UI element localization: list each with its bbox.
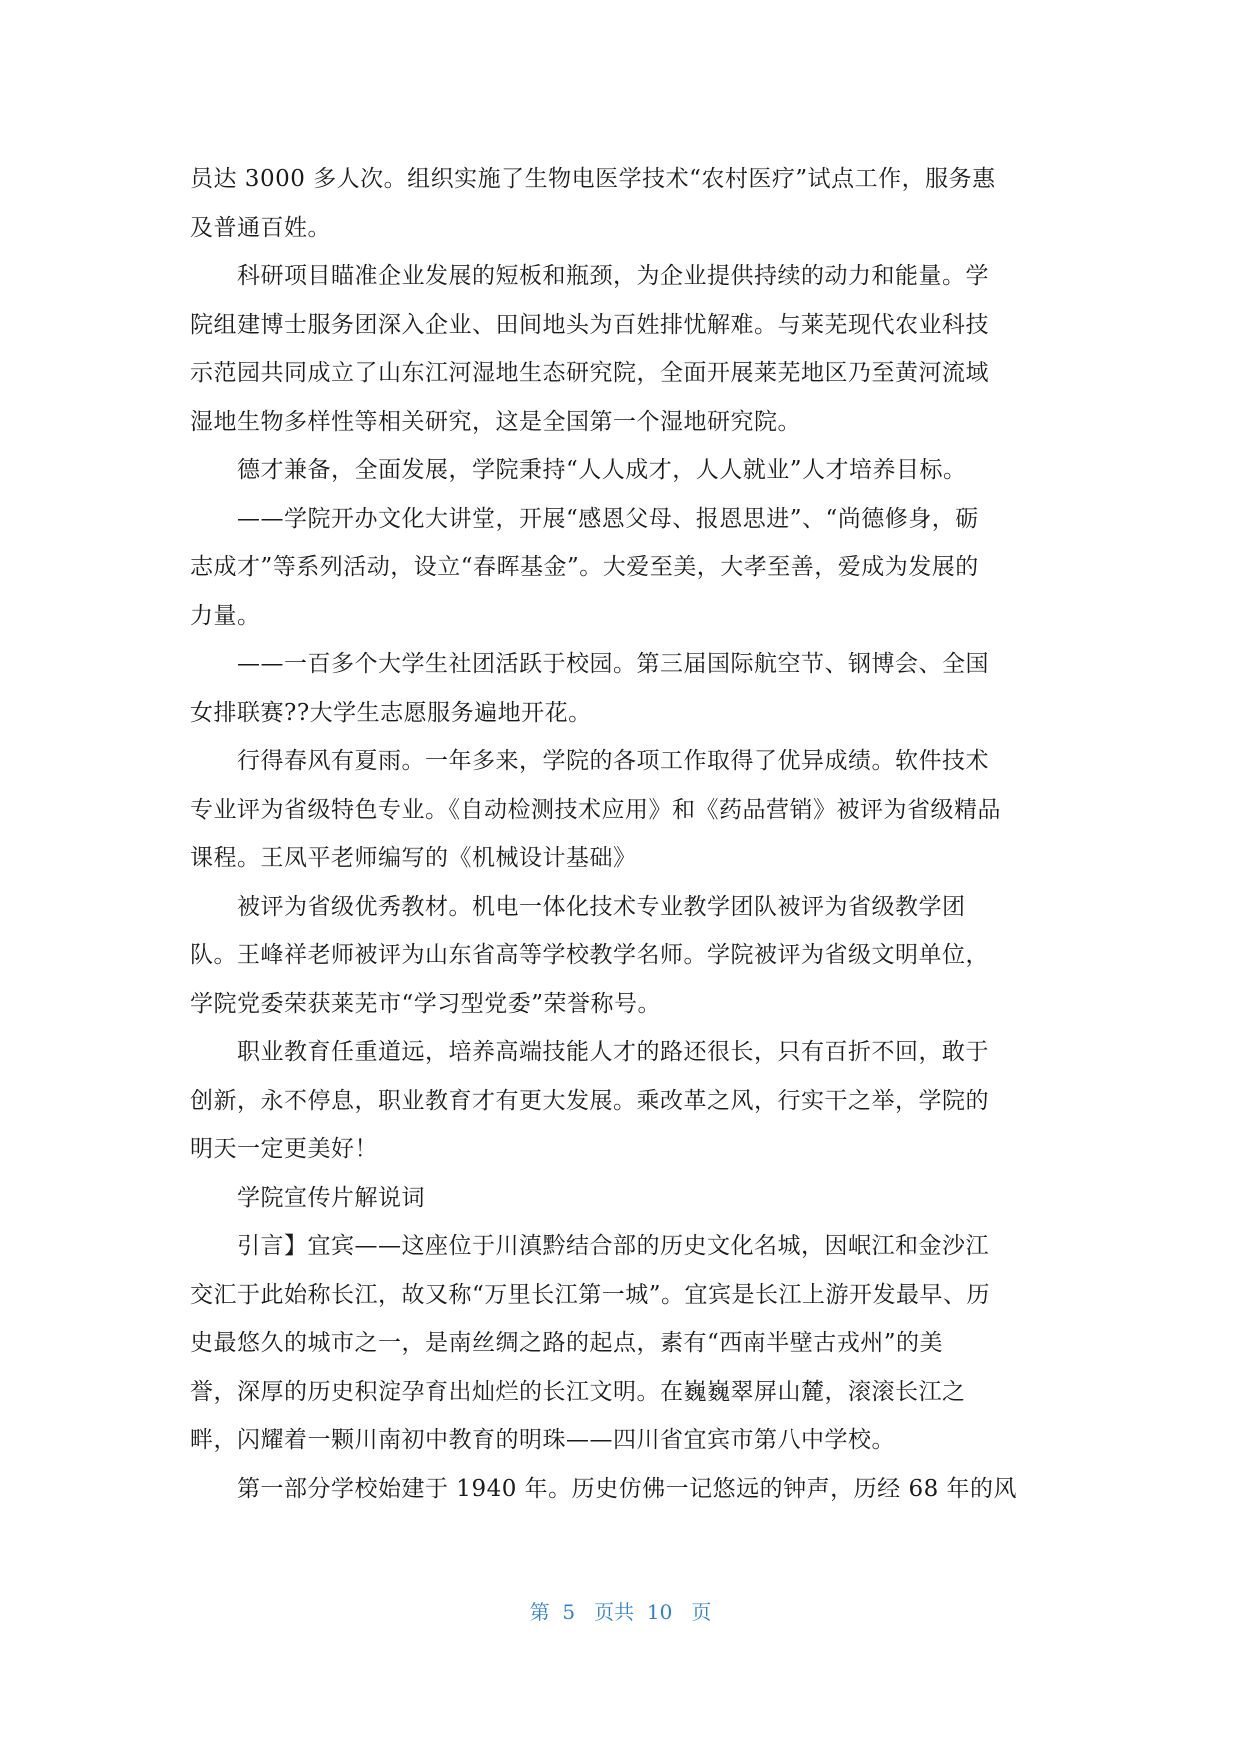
text-line-25: 史最悠久的城市之一，是南丝绸之路的起点，素有“西南半壁古戎州”的美 (190, 1330, 944, 1356)
text-line-15: 课程。王凤平老师编写的《机械设计基础》 (190, 845, 637, 871)
text-line-7: 德才兼备，全面发展，学院秉持“人人成才，人人就业”人才培养目标。 (190, 457, 967, 483)
section-heading: 学院宣传片解说词 (190, 1184, 425, 1211)
text-line-28: 第一部分学校始建于 1940 年。历史仿佛一记悠远的钟声，历经 68 年的风 (190, 1475, 1018, 1502)
text-line-27: 畔，闪耀着一颗川南初中教育的明珠——四川省宜宾市第八中学校。 (190, 1427, 895, 1453)
body-text (190, 155, 1060, 1513)
text-line-12: 女排联赛??大学生志愿服务遍地开花。 (190, 699, 592, 726)
text-line-23: 引言】宜宾——这座位于川滇黔结合部的历史文化名城，因岷江和金沙江 (190, 1233, 989, 1259)
text-line-11: ——一百多个大学生社团活跃于校园。第三届国际航空节、钢博会、全国 (190, 651, 989, 677)
text-line-10: 力量。 (190, 602, 261, 629)
text-line-21: 明天一定更美好！ (190, 1136, 378, 1162)
text-line-24: 交汇于此始称长江，故又称“万里长江第一城”。宜宾是长江上游开发最早、历 (190, 1281, 991, 1308)
text-line-8: ——学院开办文化大讲堂，开展“感恩父母、报恩思进”、“尚德修身，砺 (190, 505, 979, 532)
text-line-16: 被评为省级优秀教材。机电一体化技术专业教学团队被评为省级教学团 (190, 893, 966, 920)
text-line-2: 及普通百姓。 (190, 214, 331, 241)
text-line-18: 学院党委荣获莱芜市“学习型党委”荣誉称号。 (190, 990, 662, 1017)
text-line-9: 志成才”等系列活动，设立“春晖基金”。大爱至美，大孝至善，爱成为发展的 (190, 554, 979, 580)
text-line-26: 誉，深厚的历史积淀孕育出灿烂的长江文明。在巍巍翠屏山麓，滚滚长江之 (190, 1378, 966, 1405)
text-line-17: 队。王峰祥老师被评为山东省高等学校教学名师。学院被评为省级文明单位， (190, 942, 989, 968)
text-line-14: 专业评为省级特色专业。《自动检测技术应用》和《药品营销》被评为省级精品 (190, 796, 1001, 823)
text-line-3: 科研项目瞄准企业发展的短板和瓶颈，为企业提供持续的动力和能量。学 (190, 263, 989, 289)
text-line-20: 创新，永不停息，职业教育才有更大发展。乘改革之风，行实干之举，学院的 (190, 1087, 989, 1114)
page-number-footer: 第 5 页共 10 页 (529, 1600, 712, 1624)
text-line-1: 员达 3000 多人次。组织实施了生物电医学技术“农村医疗”试点工作，服务惠 (190, 166, 996, 192)
text-line-4: 院组建博士服务团深入企业、田间地头为百姓排忧解难。与莱芜现代农业科技 (190, 311, 989, 338)
text-line-6: 湿地生物多样性等相关研究，这是全国第一个湿地研究院。 (190, 408, 801, 435)
text-line-13: 行得春风有夏雨。一年多来，学院的各项工作取得了优异成绩。软件技术 (190, 748, 989, 774)
text-line-5: 示范园共同成立了山东江河湿地生态研究院，全面开展莱芜地区乃至黄河流域 (190, 360, 989, 386)
text-line-19: 职业教育任重道远，培养高端技能人才的路还很长，只有百折不回，敢于 (190, 1039, 989, 1065)
